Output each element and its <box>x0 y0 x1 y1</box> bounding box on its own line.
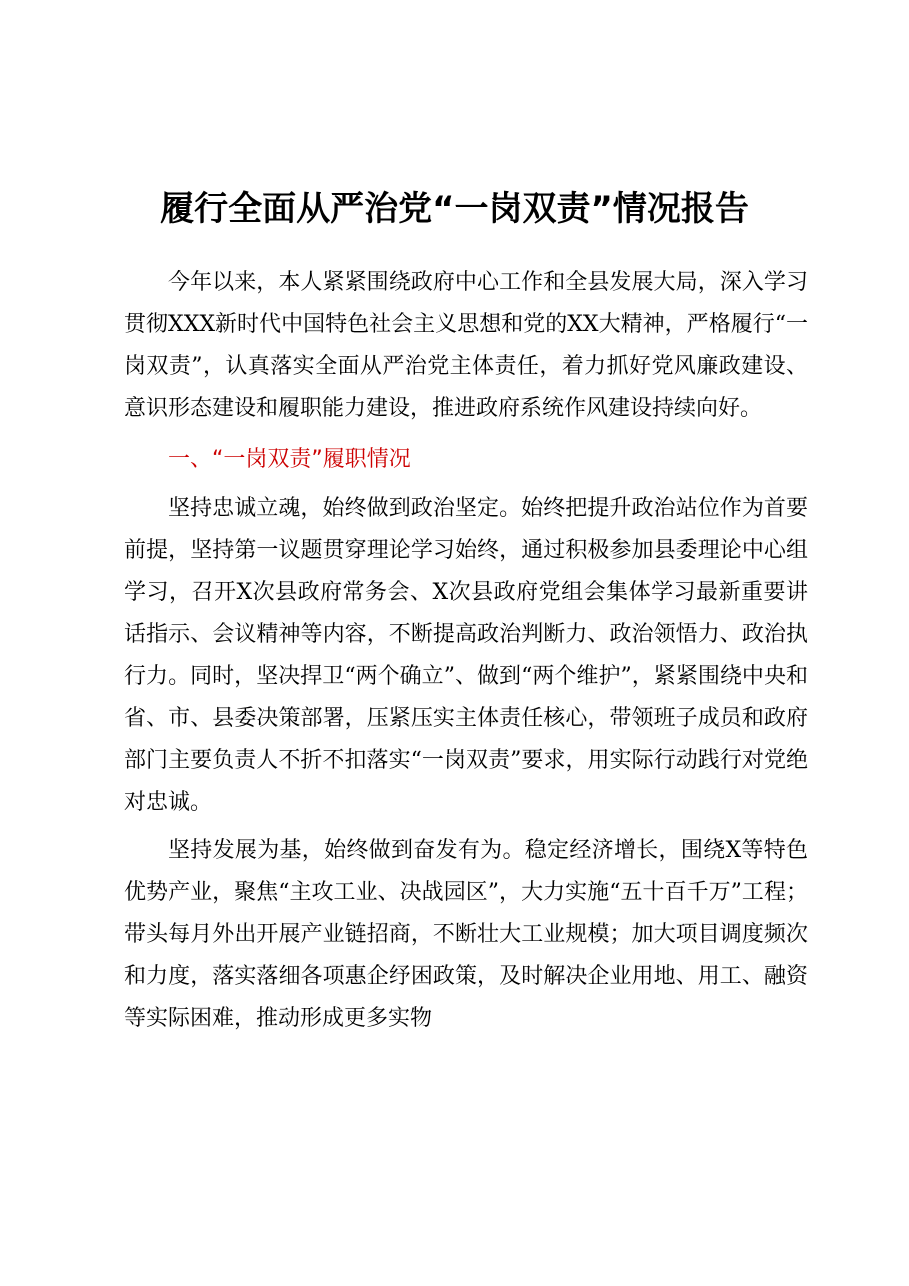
section-heading: 一、“一岗双责”履职情况 <box>168 447 411 472</box>
document-title: 履行全面从严治党“一岗双责”情况报告 <box>160 189 749 229</box>
intro-paragraph: 今年以来，本人紧紧围绕政府中心工作和全县发展大局，深入学习贯彻XXX新时代中国特色社会主义思想和党的XX大精神，严格履行“一岗双责”，认真落实全面从严治党主体责任，着力抓好党风廉政建设、意识形态建设和履职能力建设，推进政府系统作风建设持续向好。 <box>124 270 808 421</box>
body-paragraph: 坚持发展为基，始终做到奋发有为。稳定经济增长，围绕X等特色优势产业，聚焦“主攻工业、决战园区”，大力实施“五十百千万”工程；带头每月外出开展产业链招商，不断壮大工业规模；加大项目调度频次和力度，落实落细各项惠企纾困政策，及时解决企业用地、用工、融资等实际困难，推动形成更多实物 <box>124 838 808 1031</box>
document-body <box>124 262 808 1040</box>
body-paragraph: 坚持忠诚立魂，始终做到政治坚定。始终把提升政治站位作为首要前提，坚持第一议题贯穿理论学习始终，通过积极参加县委理论中心组学习，召开X次县政府常务会、X次县政府党组会集体学习最新重要讲话指示、会议精神等内容，不断提高政治判断力、政治领悟力、政治执行力。同时，坚决捍卫“两个确立”、做到“两个维护”，紧紧围绕中央和省、市、县委决策部署，压紧压实主体责任核心，带领班子成员和政府部门主要负责人不折不扣落实“一岗双责”要求，用实际行动践行对党绝对忠诚。 <box>124 496 808 815</box>
